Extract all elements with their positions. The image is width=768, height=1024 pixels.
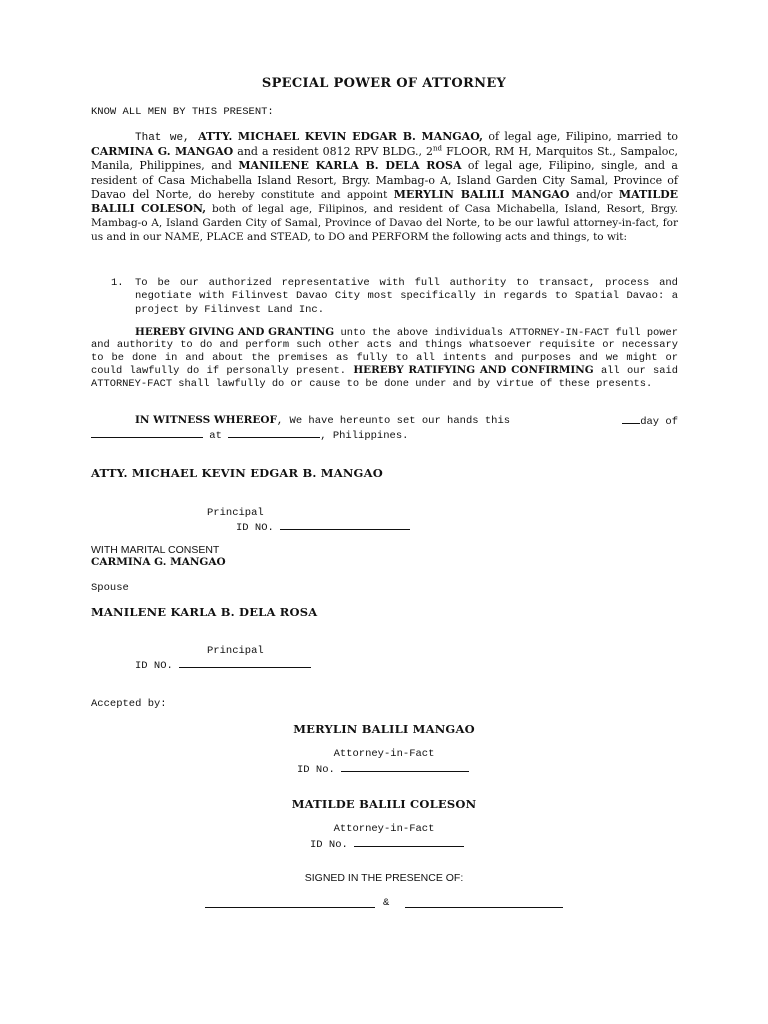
spouse-name: CARMINA G. MANGAO [91,556,226,568]
attorney-1-id-blank[interactable] [341,761,469,772]
principal-2-name: MANILENE KARLA B. DELA ROSA [91,605,318,619]
place-blank[interactable] [228,427,320,438]
spouse-role: Spouse [91,582,129,594]
opening-line: KNOW ALL MEN BY THIS PRESENT: [91,106,274,118]
principal-1-id-blank[interactable] [280,519,410,530]
month-blank[interactable] [91,427,203,438]
principal-1-name: ATTY. MICHAEL KEVIN EDGAR B. MANGAO [91,466,383,480]
principal-2-id: ID NO. [135,657,311,672]
witness-1-signature-line[interactable] [205,897,375,908]
principal-2-role: Principal [207,645,264,657]
principal-1-role: Principal [207,507,264,519]
witness-ampersand: & [383,897,390,909]
witness-2-signature-line[interactable] [405,897,563,908]
attorney-1-name: MERYLIN BALILI MANGAO [293,722,475,736]
attorney-2-name: MATILDE BALILI COLESON [291,797,477,811]
attorney-1-id: ID No. [297,761,469,776]
day-blank[interactable] [622,413,640,424]
attorney-2-id-blank[interactable] [354,836,464,847]
principal-2-id-blank[interactable] [179,657,311,668]
list-item: 1. To be our authorized representative with full authority to transact, process and negotiate with Filinvest Davao City most specifically in regards to Spatial Davao: a project by Filinvest Land Inc. [111,277,678,316]
attorney-2-id: ID No. [310,836,464,851]
paragraph-granting: HEREBY GIVING AND GRANTING unto the above individuals ATTORNEY-IN-FACT full power and authority to do and perform such other acts and things whatsoever requisite or necessary to be done in and about the premises as fully to all intents and purposes and we might or could lawfully do if personally present. HEREBY RATIFYING AND CONFIRMING all our said ATTORNEY-FACT shall lawfully do or cause to be done under and by virtue of these presents. [91,326,678,390]
document-title: SPECIAL POWER OF ATTORNEY [261,76,507,91]
accepted-by-label: Accepted by: [91,698,167,710]
attorney-2-role: Attorney-in-Fact [333,823,435,835]
principal-1-id: ID NO. [236,519,410,534]
attorney-1-role: Attorney-in-Fact [333,748,435,760]
witness-label: SIGNED IN THE PRESENCE OF: [304,872,464,884]
paragraph-parties: That we, ATTY. MICHAEL KEVIN EDGAR B. MANGAO, of legal age, Filipino, married to CARMINA G. MANGAO and a resident 0812 RPV BLDG., 2nd FLOOR, RM H, Marquitos St., Sampaloc, Manila, Philippines, and MANILENE KARLA B. DELA ROSA of legal age, Filipino, single, and a resident of Casa Michabella Island Resort, Brgy. Mambag-o A, Island Garden City Samal, Province of Davao del Norte, do hereby constitute and appoint MERYLIN BALILI MANGAO and/or MATILDE BALILI COLESON, both of legal age, Filipinos, and resident of Casa Michabella, Island, Resort, Brgy. Mambag-o A, Island Garden City of Samal, Province of Davao del Norte, to be our lawful attorney-in-fact, for us and in our NAME, PLACE and STEAD, to DO and PERFORM the following acts and things, to wit: [91,130,679,244]
paragraph-witness: IN WITNESS WHEREOF, We have hereunto set our hands this day of at , Philippines. [91,413,678,443]
marital-consent-label: WITH MARITAL CONSENT [91,544,220,556]
